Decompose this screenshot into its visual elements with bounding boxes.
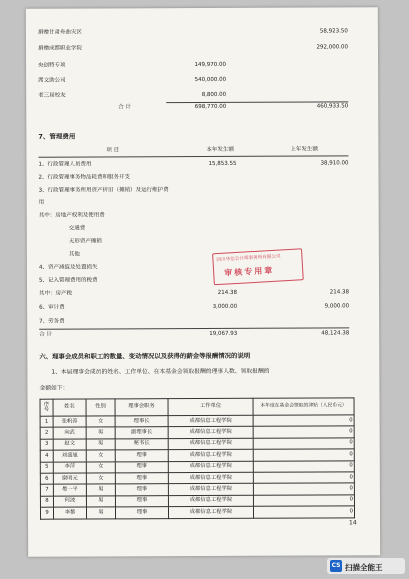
income-total-label: 合 计 (118, 104, 132, 111)
cell-position: 理事长 (115, 416, 168, 428)
cell-index: 5 (40, 462, 53, 473)
cell-index: 3 (40, 439, 53, 450)
cell-name: 刘盛旭 (53, 450, 86, 462)
cell-name: 赵文 (53, 439, 86, 451)
cell-employer: 成都信息工程学院 (168, 438, 253, 450)
cell-position: 秘书长 (115, 438, 168, 450)
income-row-label: 央创特专项 (38, 62, 66, 69)
stamp-title: 审核专用章 (223, 265, 275, 278)
cell-gender: 男 (86, 484, 115, 496)
cell-name: 李黎 (53, 507, 86, 519)
cell-employer: 成都信息工程学院 (168, 506, 253, 518)
cell-allowance: 0 (253, 506, 354, 518)
expense-row-label: 其中：房产税 (39, 290, 73, 297)
cell-position: 理事 (115, 495, 168, 507)
cell-index: 6 (40, 473, 53, 484)
cell-allowance: 0 (253, 415, 354, 427)
income-row-label: 捐赠甘肃舟曲灾区 (37, 29, 82, 36)
cell-allowance: 0 (253, 472, 354, 484)
document-sheet (26, 7, 380, 557)
cell-index: 2 (40, 428, 53, 439)
cell-index: 4 (40, 450, 53, 461)
income-total-current: 698,770.00 (194, 103, 227, 111)
cell-allowance: 0 (253, 460, 354, 472)
cell-gender: 女 (86, 416, 115, 428)
cell-name: 向武 (53, 427, 86, 439)
cell-name: 谢明元 (53, 473, 86, 485)
cell-employer: 成都信息工程学院 (168, 472, 253, 484)
income-row-prior: 58,923.50 (319, 28, 348, 35)
cell-position: 理事 (115, 473, 168, 485)
scanner-app-name: 扫描全能王 (345, 563, 383, 572)
income-row-current: 149,970.00 (194, 61, 227, 69)
expense-row-label: 用 (38, 199, 45, 206)
cell-employer: 成都信息工程学院 (168, 461, 253, 473)
cell-gender: 女 (86, 450, 115, 462)
column-header-current: 本年发生额 (206, 146, 234, 153)
section-title: 六、理事会成员和职工的数量、变动情况以及获得的薪金等报酬情况的说明 (39, 351, 251, 361)
cell-employer: 成都信息工程学院 (168, 495, 253, 507)
cell-allowance: 0 (253, 483, 354, 495)
expense-row-label: 6、审计费 (39, 304, 65, 311)
cell-name: 何波 (53, 496, 86, 508)
expense-row-label: 7、劳务费 (39, 318, 65, 325)
cell-position: 理事 (115, 484, 168, 496)
expense-row-label: 3、行政管理事务所用资产折旧（摊销）及运行维护费 (38, 187, 169, 194)
cell-employer: 成都信息工程学院 (168, 415, 253, 427)
cell-name: 晏一平 (53, 484, 86, 496)
cell-gender: 男 (86, 427, 115, 439)
cell-employer: 成都信息工程学院 (168, 427, 253, 439)
column-header: 姓名 (53, 399, 86, 416)
income-row-label: 老三届校友 (38, 92, 66, 99)
section-title: 7、管理费用 (38, 132, 76, 141)
board-members-table (40, 397, 356, 519)
cell-position: 理事 (115, 507, 168, 519)
income-row-label: 席文助公司 (38, 77, 66, 84)
expense-row-label: 交通费 (68, 225, 86, 232)
expense-total-label: 合 计 (39, 331, 52, 338)
cell-name: 李萍 (53, 462, 86, 474)
income-row-label: 捐赠成都职业学院 (37, 45, 83, 52)
cell-index: 9 (40, 507, 53, 518)
column-header: 性别 (86, 399, 115, 416)
expense-row-label: 其他 (68, 251, 80, 258)
expense-row-label: 5、记入管理费用的税费 (38, 277, 98, 284)
income-row-prior: 292,000.00 (316, 44, 348, 51)
cell-allowance: 0 (253, 495, 354, 507)
cell-allowance: 0 (253, 426, 354, 438)
column-header-item: 项 目 (106, 147, 120, 154)
cell-gender: 女 (86, 461, 115, 473)
column-header: 工作单位 (168, 398, 253, 415)
cell-employer: 成都信息工程学院 (168, 449, 253, 461)
column-header: 理事会职务 (115, 399, 168, 416)
income-total-prior: 460,933.50 (316, 103, 349, 110)
income-row-current: 8,800.00 (201, 91, 227, 99)
cell-employer: 成都信息工程学院 (168, 484, 253, 496)
cell-allowance: 0 (253, 438, 354, 450)
expense-row-label: 4、资产减值及处置损失 (38, 264, 98, 271)
cell-name: 张帆蓉 (53, 416, 86, 428)
cell-position: 理事 (115, 450, 168, 462)
expense-total-prior: 48,124.38 (321, 330, 350, 337)
column-header: 本年度在基金会领取的津贴（人民币元） (253, 398, 354, 415)
cell-position: 副理事长 (115, 427, 168, 439)
expense-row-prior: 214.38 (329, 289, 350, 296)
scanner-logo-icon: CS (330, 560, 342, 572)
cell-gender: 男 (86, 507, 115, 519)
column-header-prior: 上年发生额 (290, 146, 318, 153)
expense-row-label: 无形资产摊销 (68, 238, 102, 245)
expense-row-current: 3,000.00 (212, 303, 238, 310)
expense-row-prior: 38,910.00 (320, 160, 349, 167)
cell-position: 理事 (115, 461, 168, 473)
expense-total-current: 19,067.93 (209, 330, 238, 337)
table-row (40, 506, 354, 519)
paragraph-text: 金额如下： (39, 385, 69, 392)
column-header: 序号 (40, 399, 53, 416)
expense-row-label: 1、行政管理人员费用 (38, 161, 92, 168)
income-row-current: 540,000.00 (194, 76, 227, 84)
cell-gender: 男 (86, 496, 115, 508)
paragraph-text: 1、本届理事会成员的姓名、工作单位、在本基金会领取报酬的理事人数、领取报酬的 (51, 368, 270, 376)
cell-index: 7 (40, 484, 53, 495)
cell-gender: 女 (86, 473, 115, 485)
cell-index: 1 (40, 416, 53, 427)
page-number: 14 (349, 519, 357, 527)
cell-allowance: 0 (253, 449, 354, 461)
expense-row-prior: 9,000.00 (324, 303, 350, 310)
scanner-watermark-badge (327, 558, 405, 574)
header-rule (38, 155, 348, 157)
expense-row-label: 2、行政管理事务物品耗费和服务开支 (38, 174, 131, 181)
total-rule (39, 327, 349, 329)
cell-index: 8 (40, 496, 53, 507)
expense-row-current: 15,853.55 (208, 160, 237, 167)
audit-stamp (212, 248, 304, 285)
expense-row-label: 其中：房地产权利及使用费 (38, 212, 105, 219)
table-header-row (40, 398, 354, 416)
stamp-org-name: 四川华信会计师事务所有限公司 (216, 254, 281, 264)
expense-row-current: 214.38 (217, 289, 238, 296)
cell-gender: 男 (86, 439, 115, 451)
